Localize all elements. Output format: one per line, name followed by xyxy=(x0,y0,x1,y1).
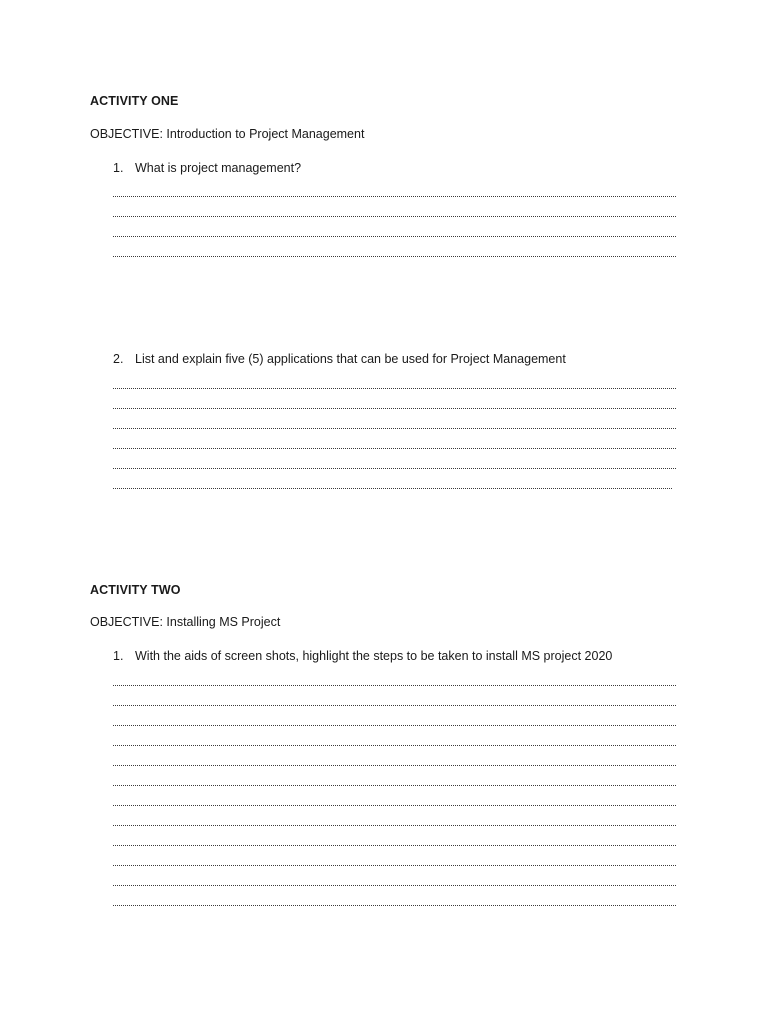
answer-line xyxy=(113,448,676,449)
answer-line xyxy=(113,885,676,886)
answer-line xyxy=(113,705,676,706)
answer-line xyxy=(113,216,676,217)
activity-one-question-1 xyxy=(113,161,301,175)
answer-line xyxy=(113,785,676,786)
answer-line xyxy=(113,765,676,766)
answer-line xyxy=(113,745,676,746)
question-text: What is project management? xyxy=(135,161,302,175)
question-text: List and explain five (5) applications that can be used for Project Management xyxy=(135,352,566,366)
activity-one-objective: OBJECTIVE: Introduction to Project Management xyxy=(90,127,365,141)
answer-line xyxy=(113,865,676,866)
activity-one-question-2 xyxy=(113,352,566,366)
question-number: 2. xyxy=(113,352,124,366)
answer-line xyxy=(113,725,676,726)
activity-one-heading: ACTIVITY ONE xyxy=(90,94,179,108)
answer-line xyxy=(113,805,676,806)
answer-line xyxy=(113,905,676,906)
answer-line xyxy=(113,236,676,237)
answer-line xyxy=(113,825,676,826)
answer-line xyxy=(113,845,676,846)
activity-two-objective: OBJECTIVE: Installing MS Project xyxy=(90,615,281,629)
answer-line xyxy=(113,196,676,197)
activity-two-heading: ACTIVITY TWO xyxy=(90,583,181,597)
answer-line xyxy=(113,488,672,489)
answer-line xyxy=(113,685,676,686)
answer-line xyxy=(113,388,676,389)
answer-line xyxy=(113,428,676,429)
question-number: 1. xyxy=(113,161,124,175)
question-text: With the aids of screen shots, highlight the steps to be taken to install MS project 2020 xyxy=(135,649,613,663)
answer-line xyxy=(113,408,676,409)
answer-line xyxy=(113,468,676,469)
question-number: 1. xyxy=(113,649,124,663)
activity-two-question-1 xyxy=(113,649,612,663)
answer-line xyxy=(113,256,676,257)
